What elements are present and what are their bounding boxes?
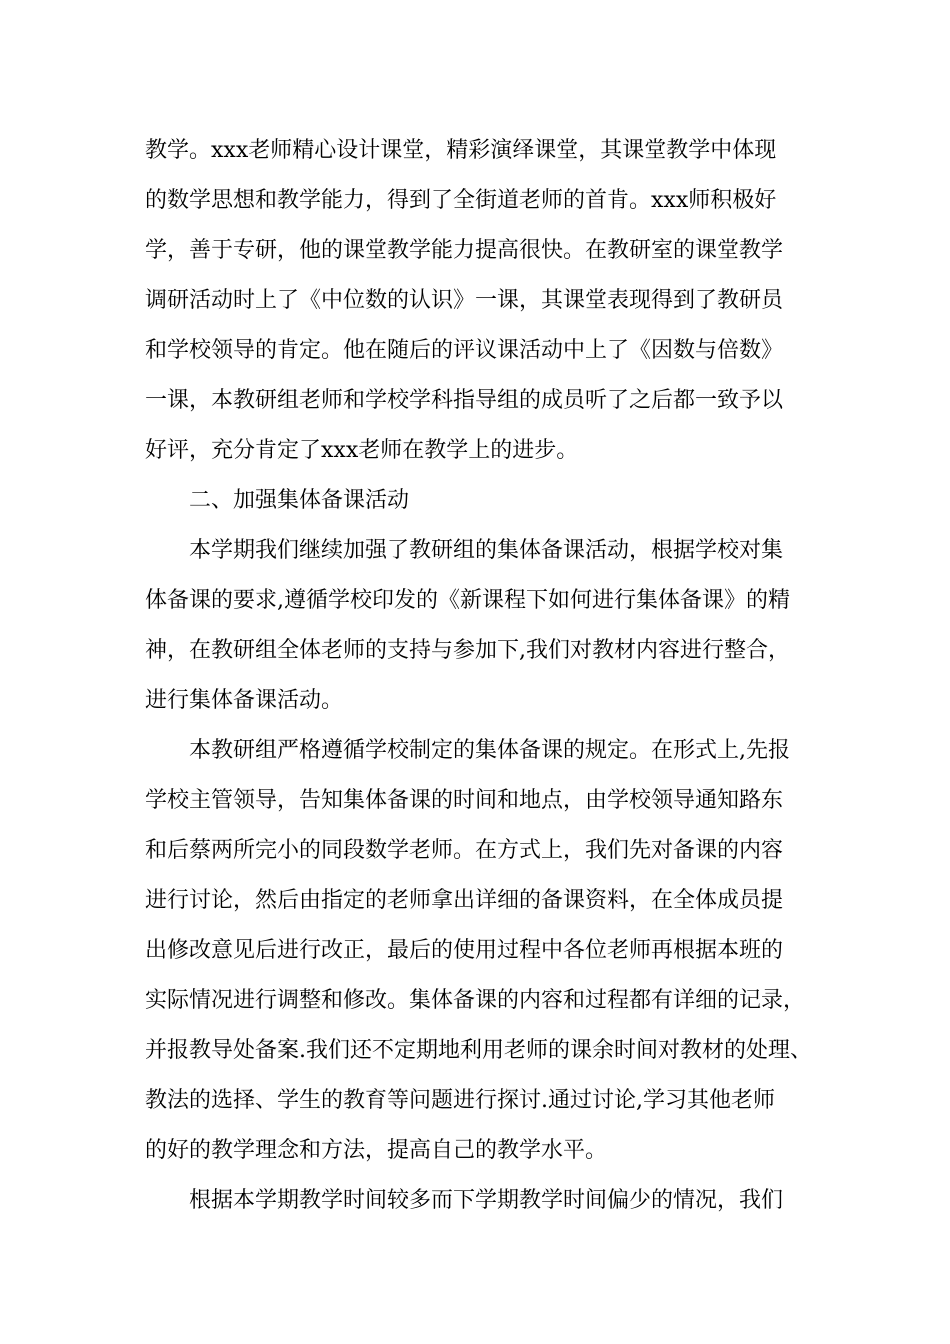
paragraph-start: 本学期我们继续加强了教研组的集体备课活动，根据学校对集	[189, 538, 784, 563]
text-line: 出修改意见后进行改正，最后的使用过程中各位老师再根据本班的	[145, 938, 784, 963]
text-line: 和学校领导的肯定。他在随后的评议课活动中上了《因数与倍数》	[145, 338, 784, 363]
text-line: 进行讨论，然后由指定的老师拿出详细的备课资料，在全体成员提	[145, 888, 784, 913]
text-line: 的数学思想和教学能力，得到了全街道老师的首肯。xxx师积极好	[145, 188, 777, 213]
text-line: 教学。xxx老师精心设计课堂，精彩演绎课堂，其课堂教学中体现	[145, 138, 777, 163]
text-line: 神，在教研组全体老师的支持与参加下,我们对教材内容进行整合，	[145, 638, 790, 663]
text-line: 和后蔡两所完小的同段数学老师。在方式上，我们先对备课的内容	[145, 838, 784, 863]
text-line: 调研活动时上了《中位数的认识》一课，其课堂表现得到了教研员	[145, 288, 784, 313]
text-line: 进行集体备课活动。	[145, 688, 344, 713]
text-line: 教法的选择、学生的教育等问题进行探讨.通过讨论,学习其他老师	[145, 1088, 775, 1113]
paragraph-start: 本教研组严格遵循学校制定的集体备课的规定。在形式上,先报	[189, 738, 790, 763]
section-heading: 二、加强集体备课活动	[189, 488, 410, 513]
text-line: 学校主管领导，告知集体备课的时间和地点，由学校领导通知路东	[145, 788, 784, 813]
text-line: 好评，充分肯定了xxx老师在教学上的进步。	[145, 438, 579, 463]
text-line: 学，善于专研，他的课堂教学能力提高很快。在教研室的课堂教学	[145, 238, 784, 263]
text-line: 一课，本教研组老师和学校学科指导组的成员听了之后都一致予以	[145, 388, 784, 413]
text-line: 实际情况进行调整和修改。集体备课的内容和过程都有详细的记录，	[145, 988, 806, 1013]
document-body	[145, 126, 815, 1226]
text-line: 体备课的要求,遵循学校印发的《新课程下如何进行集体备课》的精	[145, 588, 790, 613]
text-line: 并报教导处备案.我们还不定期地利用老师的课余时间对教材的处理、	[145, 1038, 812, 1063]
paragraph-start: 根据本学期教学时间较多而下学期教学时间偏少的情况，我们	[189, 1188, 784, 1213]
text-line: 的好的教学理念和方法，提高自己的教学水平。	[145, 1138, 608, 1163]
